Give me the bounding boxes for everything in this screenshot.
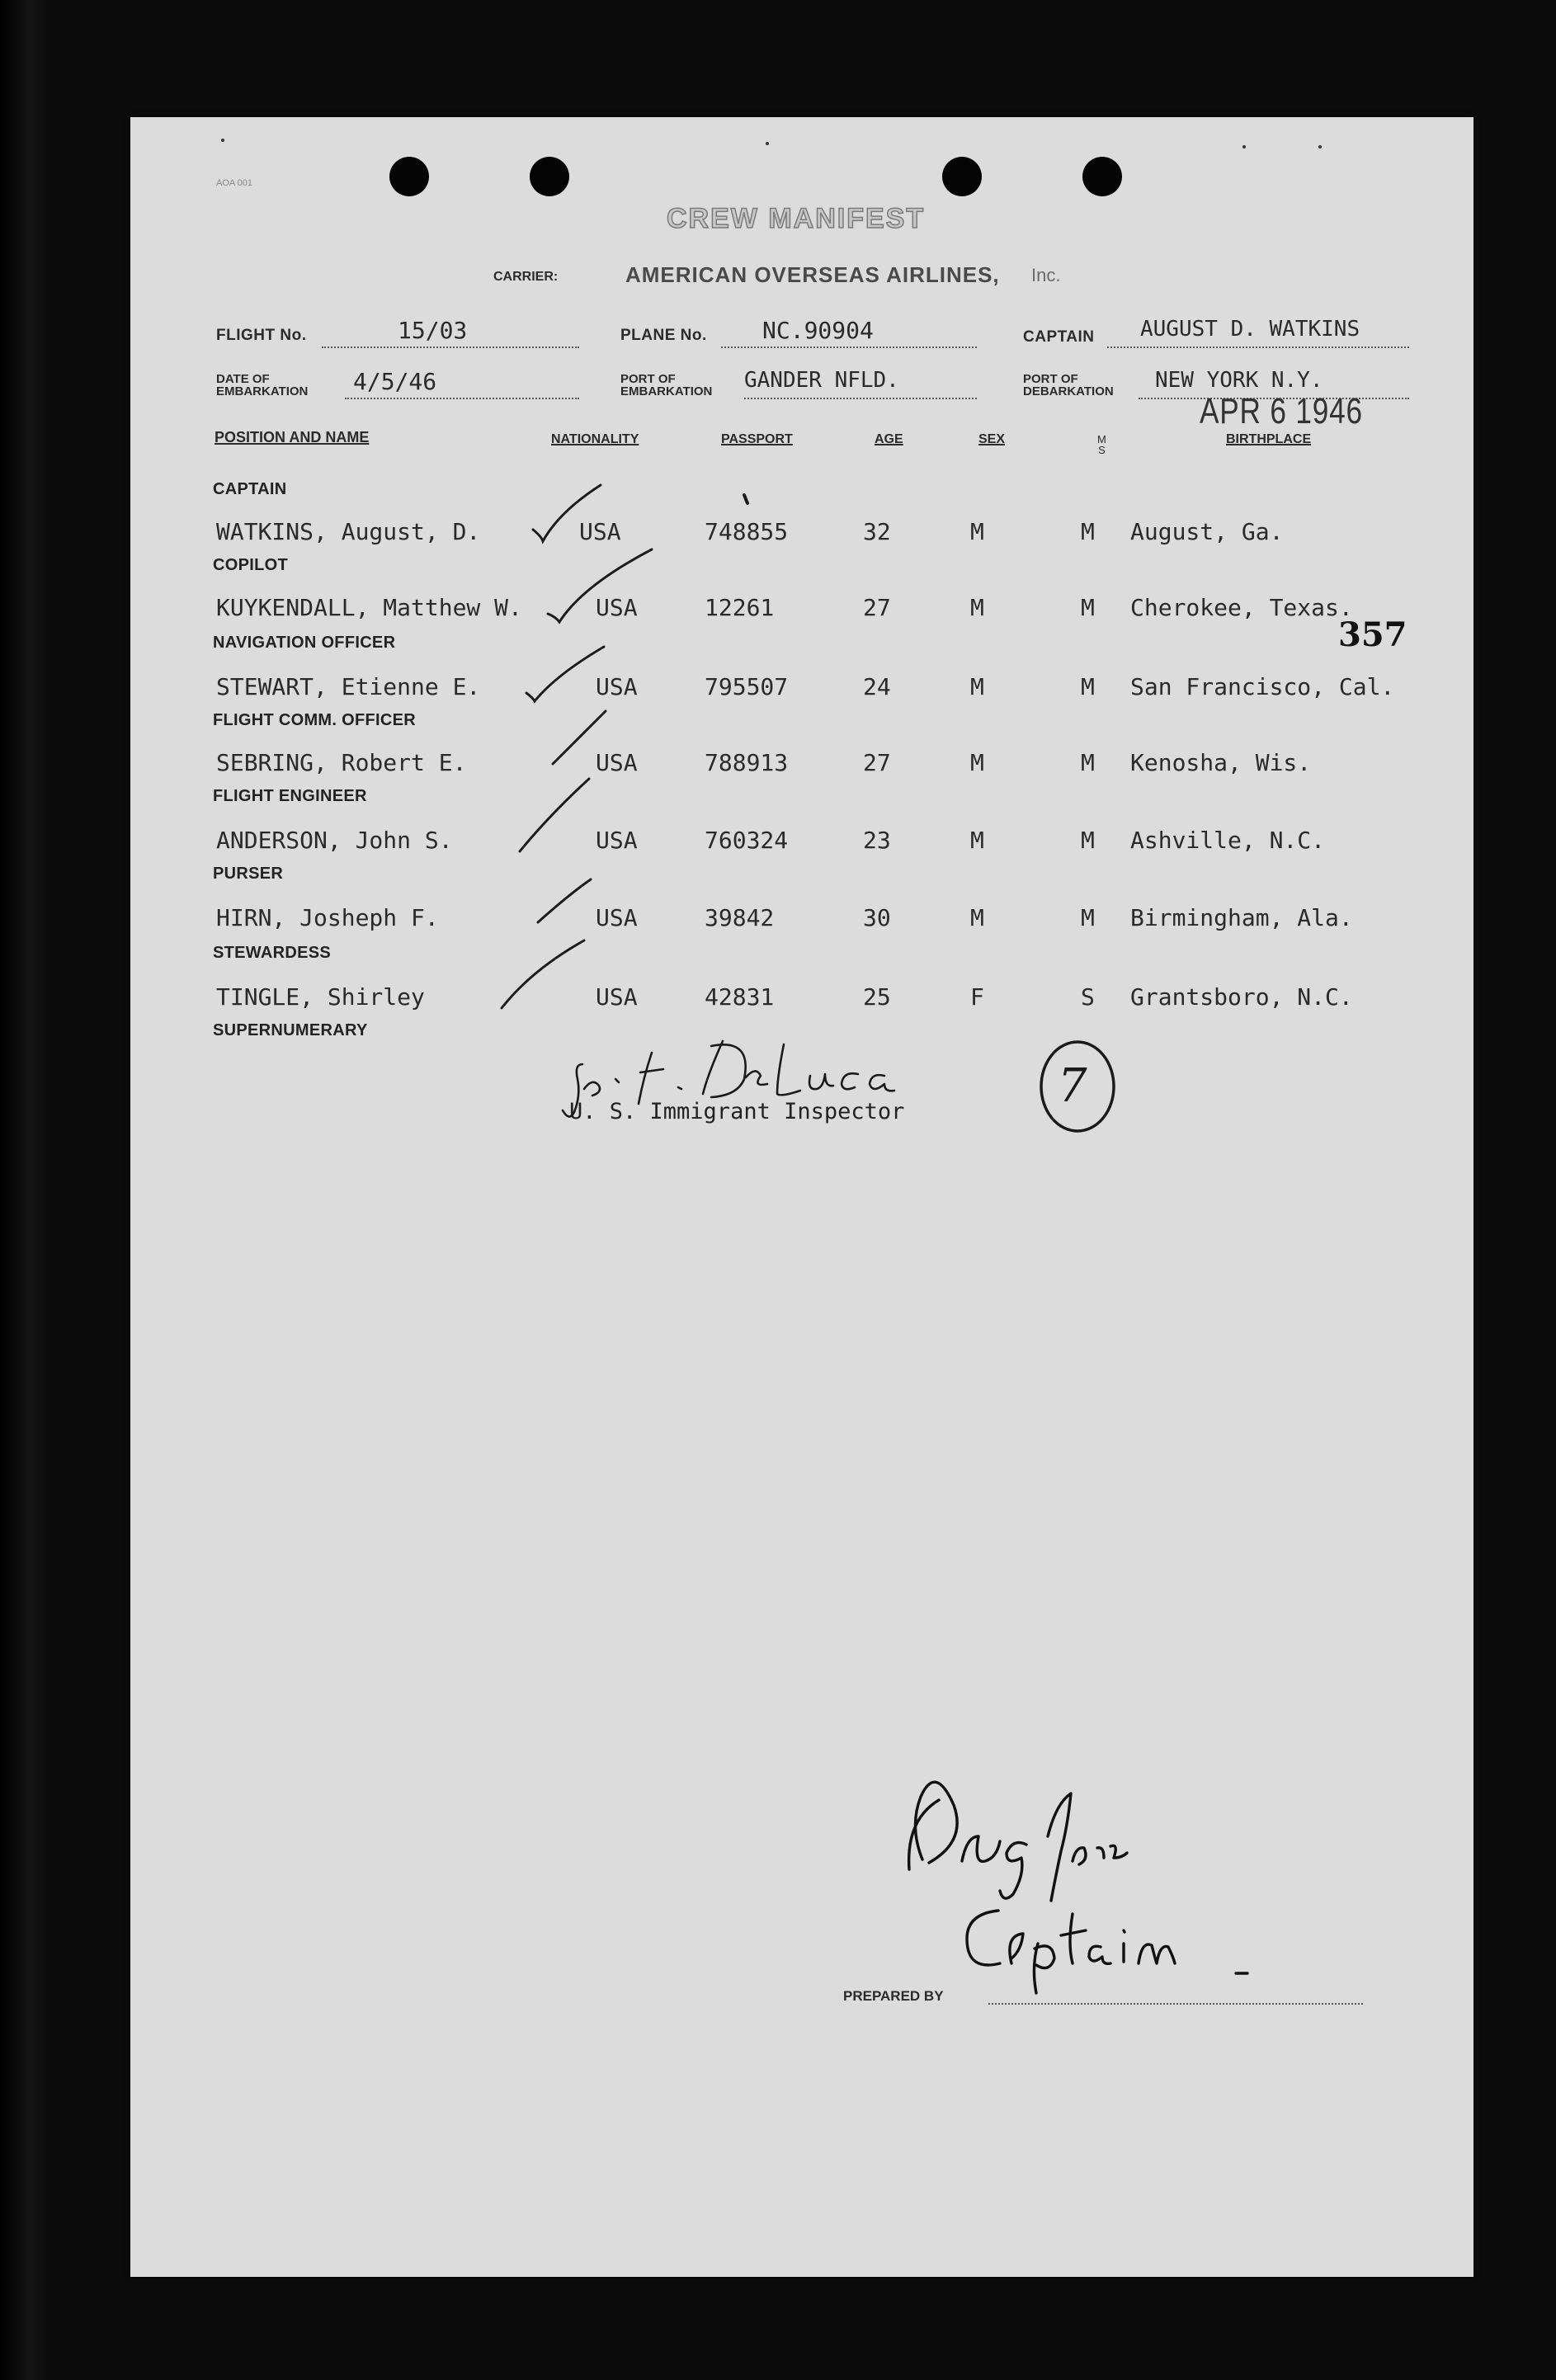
port-deb-value: NEW YORK N.Y. (1155, 368, 1323, 393)
plane-label: PLANE No. (620, 327, 707, 344)
crew-name: WATKINS, August, D. (216, 518, 481, 545)
crew-age: 24 (863, 673, 891, 700)
plane-line (721, 346, 977, 348)
dust-speck (221, 139, 224, 142)
crew-sex: F (970, 983, 984, 1011)
punch-hole (530, 157, 569, 196)
crew-age: 30 (863, 904, 891, 931)
captain-label: CAPTAIN (1023, 328, 1095, 346)
col-ms-top: M (1097, 433, 1106, 445)
crew-marital-status: M (1081, 827, 1095, 854)
port-emb-line (744, 398, 977, 399)
crew-marital-status: M (1081, 594, 1095, 621)
port-emb-label-line1: PORT OF (620, 372, 676, 386)
crew-age: 23 (863, 827, 891, 854)
crew-sex: M (970, 749, 984, 776)
dust-speck (1318, 145, 1322, 148)
crew-age: 27 (863, 594, 891, 621)
crew-sex: M (970, 518, 984, 545)
crew-marital-status: M (1081, 749, 1095, 776)
crew-passport: 760324 (705, 827, 789, 854)
document-title: CREW MANIFEST (667, 203, 926, 234)
crew-nationality: USA (596, 827, 638, 854)
port-deb-label-line2: DEBARKATION (1023, 384, 1114, 398)
crew-sex: M (970, 827, 984, 854)
crew-marital-status: S (1081, 983, 1095, 1011)
inspector-title: U. S. Immigrant Inspector (569, 1099, 905, 1124)
port-emb-value: GANDER NFLD. (744, 368, 899, 393)
circled-count (1038, 1038, 1117, 1135)
crew-name: ANDERSON, John S. (216, 827, 453, 854)
crew-birthplace: August, Ga. (1130, 518, 1284, 545)
crew-sex: M (970, 904, 984, 931)
col-position-name: POSITION AND NAME (215, 429, 370, 445)
crew-passport: 42831 (705, 983, 775, 1011)
crew-nationality: USA (596, 594, 638, 621)
crew-nationality: USA (596, 749, 638, 776)
col-passport: PASSPORT (721, 432, 793, 446)
col-nationality: NATIONALITY (551, 432, 639, 446)
crew-birthplace: Grantsboro, N.C. (1130, 983, 1353, 1011)
date-label (216, 373, 308, 398)
crew-passport: 748855 (705, 518, 789, 545)
col-sex: SEX (978, 432, 1006, 446)
crew-birthplace: Cherokee, Texas. (1130, 594, 1353, 621)
supernumerary-label: SUPERNUMERARY (213, 1021, 368, 1039)
circled-count-value: 7 (1058, 1059, 1087, 1113)
crew-birthplace: Ashville, N.C. (1130, 827, 1326, 854)
col-ms-bottom: S (1098, 444, 1106, 456)
dust-speck (766, 142, 769, 145)
crew-name: SEBRING, Robert E. (216, 749, 467, 776)
date-label-line2: EMBARKATION (216, 384, 309, 398)
crew-role-label: NAVIGATION OFFICER (213, 634, 396, 652)
port-deb-label (1023, 373, 1114, 398)
crew-name: HIRN, Josheph F. (216, 904, 439, 931)
crew-nationality: USA (596, 673, 638, 700)
captain-value: AUGUST D. WATKINS (1140, 317, 1360, 342)
form-code: AOA 001 (216, 178, 253, 188)
crew-age: 32 (863, 518, 891, 545)
crew-role-label: STEWARDESS (213, 944, 332, 962)
crew-age: 25 (863, 983, 891, 1011)
punch-hole (1082, 157, 1122, 196)
crew-passport: 795507 (705, 673, 789, 700)
date-line (345, 398, 579, 399)
crew-age: 27 (863, 749, 891, 776)
flight-value: 15/03 (398, 317, 468, 344)
col-age: AGE (875, 432, 903, 446)
carrier-name: AMERICAN OVERSEAS AIRLINES, (625, 262, 1000, 287)
crew-nationality: USA (579, 518, 621, 545)
crew-role-label: FLIGHT ENGINEER (213, 787, 367, 805)
crew-birthplace: San Francisco, Cal. (1130, 673, 1395, 700)
port-emb-label (620, 373, 712, 398)
punch-hole (942, 157, 982, 196)
crew-name: TINGLE, Shirley (216, 983, 425, 1011)
col-birthplace: BIRTHPLACE (1226, 432, 1312, 446)
crew-role-label: PURSER (213, 865, 284, 883)
flight-label: FLIGHT No. (216, 327, 307, 344)
crew-passport: 39842 (705, 904, 775, 931)
crew-role-label: FLIGHT COMM. OFFICER (213, 711, 416, 729)
captain-line (1107, 346, 1409, 348)
scan-border (0, 0, 50, 2380)
prepared-by-label: PREPARED BY (843, 1988, 944, 2004)
port-deb-label-line1: PORT OF (1023, 372, 1078, 386)
col-marital-status (1097, 434, 1106, 455)
crew-nationality: USA (596, 983, 638, 1011)
port-emb-label-line2: EMBARKATION (620, 384, 713, 398)
crew-sex: M (970, 673, 984, 700)
crew-passport: 788913 (705, 749, 789, 776)
crew-name: STEWART, Etienne E. (216, 673, 481, 700)
received-date-stamp: APR 6 1946 (1200, 391, 1363, 431)
plane-value: NC.90904 (762, 317, 874, 344)
date-label-line1: DATE OF (216, 372, 270, 386)
crew-marital-status: M (1081, 518, 1095, 545)
date-value: 4/5/46 (353, 368, 437, 395)
manifest-page (130, 117, 1473, 2277)
carrier-suffix: Inc. (1031, 265, 1061, 285)
crew-role-label: COPILOT (213, 556, 288, 574)
prepared-by-line (988, 2003, 1363, 2005)
punch-hole (389, 157, 429, 196)
crew-name: KUYKENDALL, Matthew W. (216, 594, 522, 621)
crew-marital-status: M (1081, 904, 1095, 931)
crew-birthplace: Birmingham, Ala. (1130, 904, 1353, 931)
dust-speck (1242, 145, 1246, 148)
crew-birthplace: Kenosha, Wis. (1130, 749, 1312, 776)
crew-marital-status: M (1081, 673, 1095, 700)
crew-nationality: USA (596, 904, 638, 931)
flight-line (322, 346, 579, 348)
crew-role-label: CAPTAIN (213, 480, 287, 498)
carrier-label: CARRIER: (493, 270, 559, 284)
crew-sex: M (970, 594, 984, 621)
page-number: 357 (1338, 615, 1407, 654)
crew-passport: 12261 (705, 594, 775, 621)
